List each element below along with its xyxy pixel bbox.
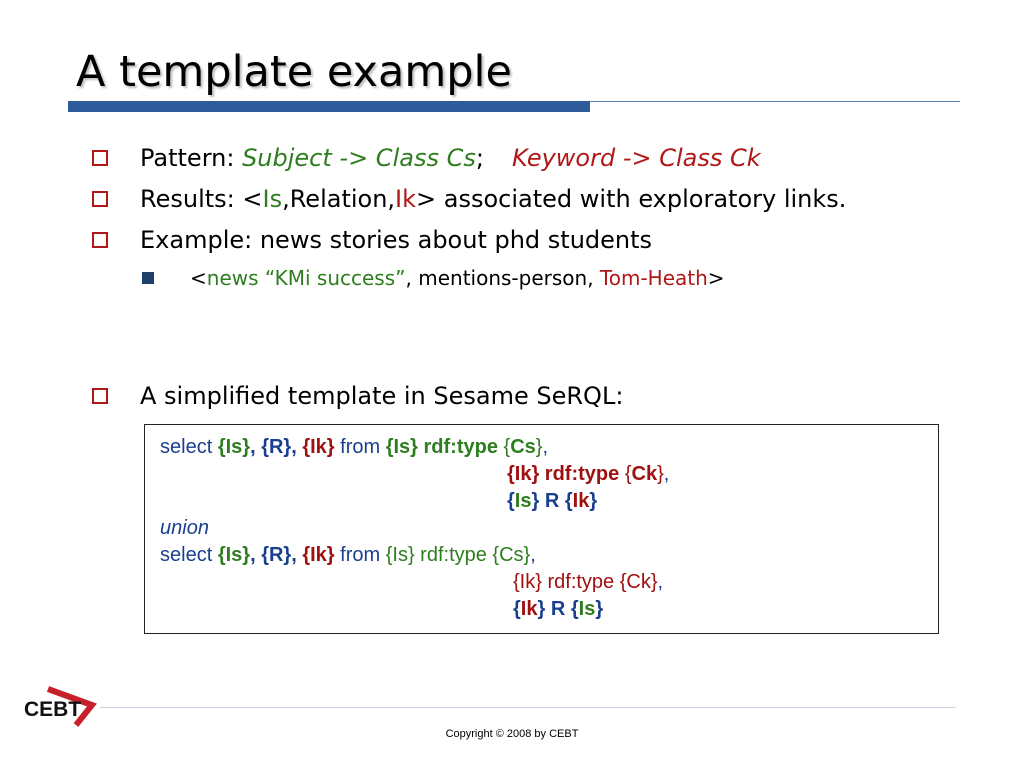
pattern-subject: Subject -> Class Cs [242, 144, 476, 172]
example-triple-line [190, 264, 725, 292]
results-line [140, 184, 846, 214]
triple-open: < [190, 266, 207, 290]
code-line-4: union [160, 517, 209, 539]
code-line-2: {Ik} rdf:type {Ck}, [507, 463, 670, 485]
example-line: Example: news stories about phd students [140, 226, 653, 254]
copyright-text: Copyright © 2008 by CEBT [445, 728, 579, 740]
code-line-3: {Is} R {Ik} [507, 490, 598, 512]
results-relation: ,Relation, [282, 185, 396, 213]
results-prefix: Results: < [140, 185, 263, 213]
pattern-label: Pattern: [140, 144, 243, 172]
title-rule-thin [590, 101, 960, 102]
results-is: Is [262, 185, 283, 213]
bullet-square-icon [92, 150, 108, 166]
bullet-square-icon [92, 388, 108, 404]
cebt-logo [22, 683, 98, 731]
pattern-separator: ; [475, 144, 484, 172]
pattern-keyword: Keyword -> Class Ck [511, 144, 761, 172]
results-suffix: > associated with exploratory links. [416, 185, 847, 213]
triple-relation: , mentions-person, [405, 266, 600, 290]
bullet-square-icon [92, 191, 108, 207]
footer-rule [100, 707, 956, 708]
slide-title: A template example [76, 47, 512, 97]
logo-text: CEBT [24, 698, 82, 721]
code-line-5: select {Is}, {R}, {Ik} from {Is} rdf:type {Cs}, [160, 544, 536, 566]
code-line-7: {Ik} R {Is} [513, 598, 604, 620]
triple-person: Tom-Heath [599, 266, 708, 290]
simplified-line: A simplified template in Sesame SeRQL: [140, 382, 624, 410]
sub-bullet-square-icon [142, 272, 154, 284]
pattern-line [140, 143, 761, 173]
code-line-1: select {Is}, {R}, {Ik} from {Is} rdf:type {Cs}, [160, 436, 549, 458]
code-box [144, 424, 939, 634]
results-ik: Ik [395, 185, 417, 213]
bullet-square-icon [92, 232, 108, 248]
code-line-6: {Ik} rdf:type {Ck}, [513, 571, 664, 593]
triple-news: news “KMi success” [206, 266, 406, 290]
triple-close: > [707, 266, 725, 290]
title-rule-thick [68, 101, 590, 112]
